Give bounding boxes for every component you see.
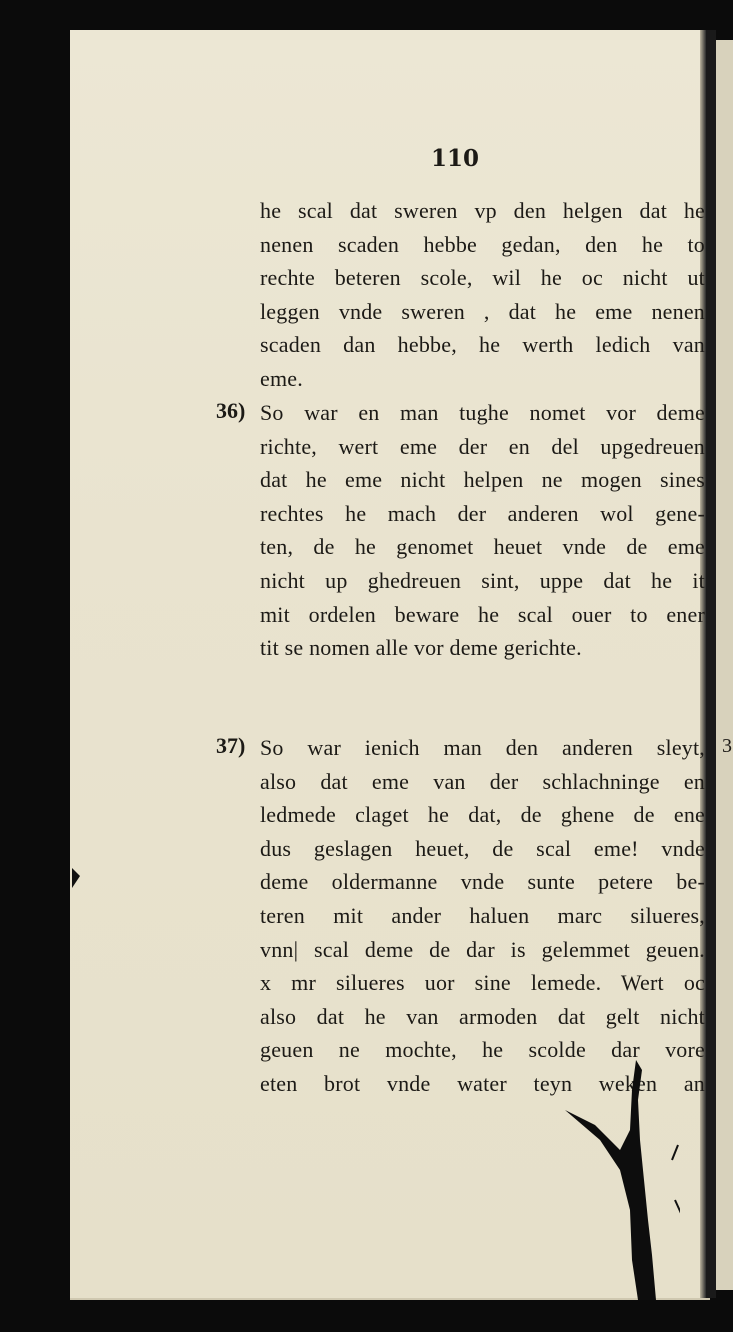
text-line: rechtes he mach der anderen wol gene-	[260, 500, 705, 526]
text-line: geuen ne mochte, he scolde dar vore	[260, 1037, 705, 1063]
text-line: dat he eme nicht helpen ne mogen sines	[260, 467, 705, 493]
text-line: dus geslagen heuet, de scal eme! vnde	[260, 835, 705, 861]
text-line: scaden dan hebbe, he werth ledich van	[260, 332, 705, 358]
text-line: rechte beteren scole, wil he oc nicht ut	[260, 265, 705, 291]
text-line: teren mit ander haluen marc silueres,	[260, 902, 705, 928]
section-number-37: 37)	[216, 733, 246, 758]
page-number: 110	[430, 145, 479, 172]
text-line: also dat eme van der schlachninge en	[260, 768, 705, 794]
text-line: eten brot vnde water teyn weken an	[260, 1070, 705, 1096]
section-36-paragraph	[260, 396, 705, 665]
text-line: deme oldermanne vnde sunte petere be-	[260, 869, 705, 895]
text-line: nicht up ghedreuen sint, uppe dat he it	[260, 567, 705, 593]
section-37-paragraph	[260, 731, 705, 1101]
text-line: ten, de he genomet heuet vnde de eme	[260, 534, 705, 560]
section-number-36: 36)	[216, 398, 246, 423]
text-line: ledmede claget he dat, de ghene de ene	[260, 802, 705, 828]
text-line: mit ordelen beware he scal ouer to ener	[260, 601, 705, 627]
text-line: eme.	[260, 365, 303, 391]
text-line: also dat he van armoden dat gelt nicht	[260, 1003, 705, 1029]
adjacent-page-glyph: 3	[722, 735, 732, 757]
text-line: So war ienich man den anderen sleyt,	[260, 735, 705, 760]
text-line: he scal dat sweren vp den helgen dat he	[260, 198, 705, 223]
adjacent-page-edge	[716, 40, 733, 1290]
paper-tear-icon	[560, 1060, 680, 1300]
text-line: So war en man tughe nomet vor deme	[260, 400, 705, 425]
text-line: x mr silueres uor sine lemede. Wert oc	[260, 970, 705, 996]
gutter-shadow	[706, 30, 716, 1298]
text-line: nenen scaden hebbe gedan, den he to	[260, 231, 705, 257]
intro-paragraph	[260, 194, 705, 396]
text-line: leggen vnde sweren , dat he eme nenen	[260, 298, 705, 324]
page-mark-icon	[72, 866, 82, 890]
text-line: richte, wert eme der en del upgedreuen	[260, 433, 705, 459]
text-line: tit se nomen alle vor deme gerichte.	[260, 635, 582, 661]
text-line: vnn| scal deme de dar is gelemmet geuen.	[260, 936, 705, 962]
